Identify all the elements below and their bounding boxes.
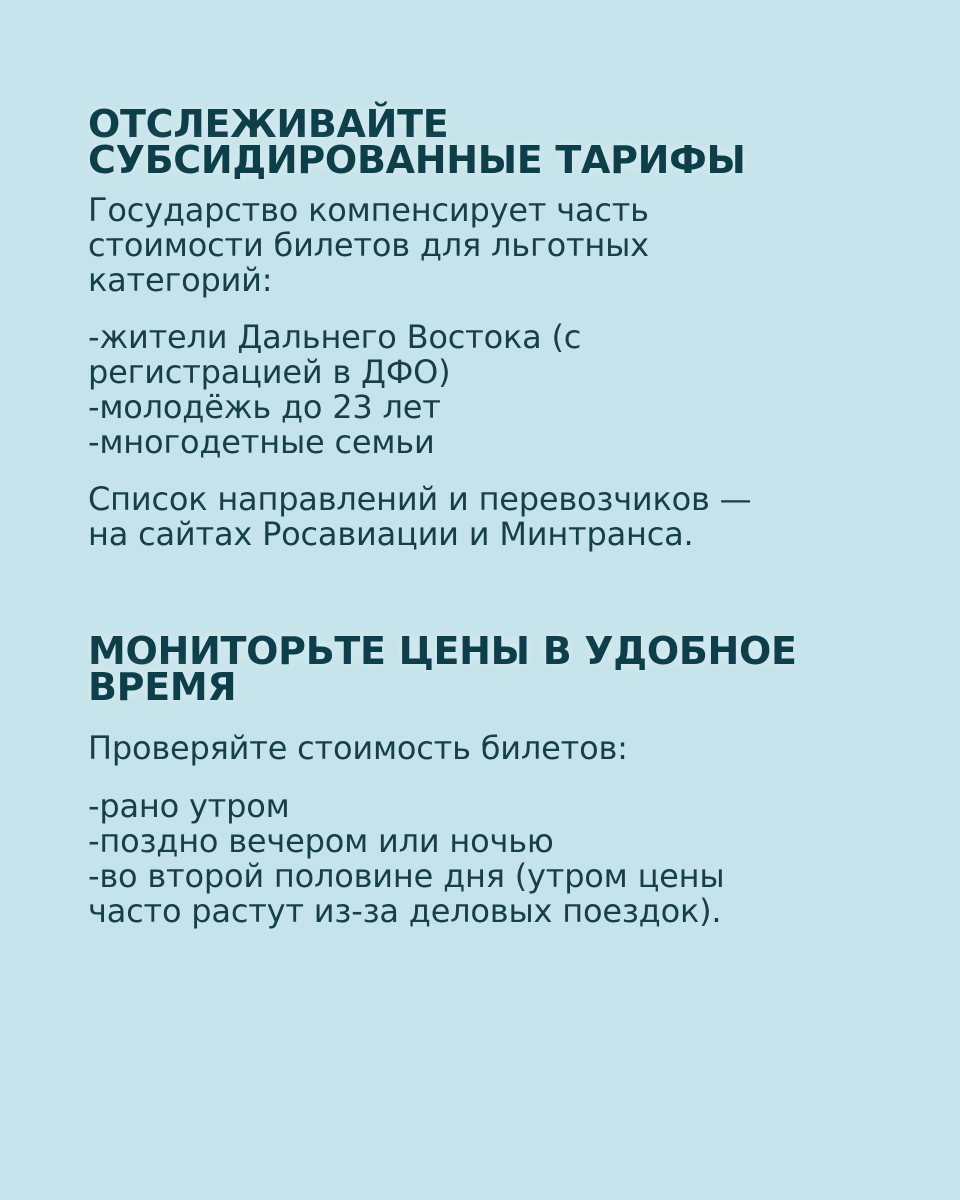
section-heading-monitor-prices bbox=[88, 629, 797, 709]
section-heading-subsidized-fares bbox=[88, 102, 746, 182]
paragraph-sources bbox=[88, 482, 751, 552]
paragraph-compensation bbox=[88, 193, 649, 298]
list-item: -молодёжь до 23 лет bbox=[88, 388, 441, 426]
list-item: -поздно вечером или ночью bbox=[88, 822, 554, 860]
text-line: на сайтах Росавиации и Минтранса. bbox=[88, 515, 694, 553]
list-check-times bbox=[88, 789, 724, 929]
text-line: Государство компенсирует часть bbox=[88, 191, 649, 229]
heading-line: СУБСИДИРОВАННЫЕ ТАРИФЫ bbox=[88, 138, 746, 182]
heading-line: ОТСЛЕЖИВАЙТЕ bbox=[88, 102, 449, 146]
text-line: Список направлений и перевозчиков — bbox=[88, 480, 752, 518]
heading-line: МОНИТОРЬТЕ ЦЕНЫ В УДОБНОЕ bbox=[88, 629, 797, 673]
text-line: категорий: bbox=[88, 261, 273, 299]
heading-line: ВРЕМЯ bbox=[88, 665, 237, 709]
text-line: Проверяйте стоимость билетов: bbox=[88, 729, 628, 767]
list-item: регистрацией в ДФО) bbox=[88, 353, 451, 391]
text-line: стоимости билетов для льготных bbox=[88, 226, 649, 264]
list-item: -во второй половине дня (утром цены bbox=[88, 857, 725, 895]
list-item: -жители Дальнего Востока (с bbox=[88, 318, 582, 356]
list-beneficiary-categories bbox=[88, 320, 581, 460]
list-item: -многодетные семьи bbox=[88, 423, 435, 461]
paragraph-check-prices bbox=[88, 731, 628, 766]
list-item: часто растут из-за деловых поездок). bbox=[88, 892, 722, 930]
list-item: -рано утром bbox=[88, 787, 290, 825]
